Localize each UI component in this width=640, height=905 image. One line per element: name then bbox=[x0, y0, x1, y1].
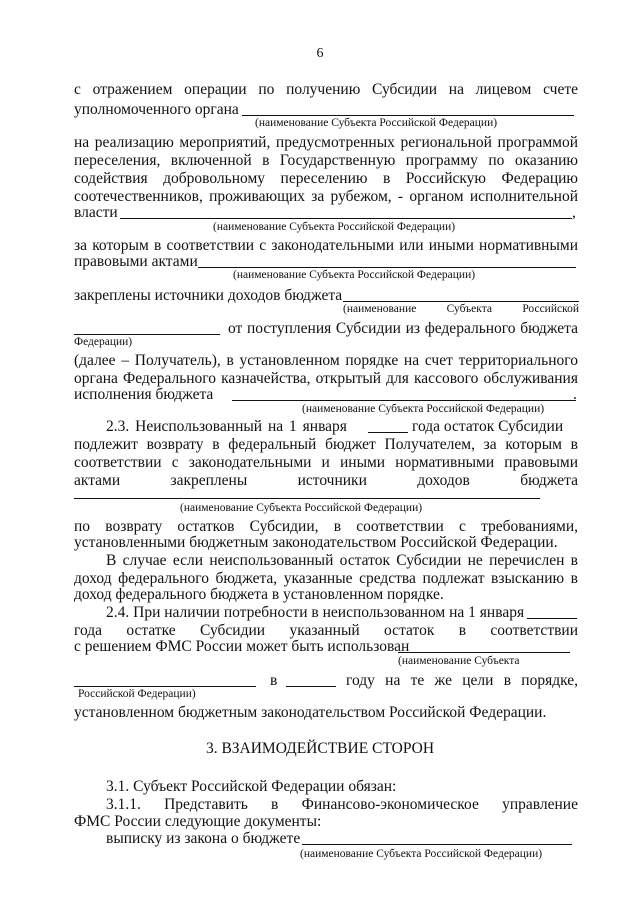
fill-in-blank bbox=[232, 400, 576, 401]
blank-caption: Федерации) bbox=[74, 336, 133, 348]
text-line: актами закреплены источники доходов бюджета bbox=[74, 472, 578, 489]
fill-in-blank bbox=[198, 267, 576, 268]
fill-in-blank bbox=[286, 686, 336, 687]
text-line: (далее – Получатель), в установленном порядке на счет территориального bbox=[74, 352, 578, 369]
text-line: за которым в соответствии с законодательными или иными нормативными bbox=[74, 237, 578, 254]
text-line: года остаток Субсидии bbox=[412, 418, 564, 435]
text-line: 2.3. Неиспользованный на 1 января bbox=[106, 418, 347, 435]
fill-in-blank bbox=[74, 334, 220, 335]
fill-in-blank bbox=[398, 652, 570, 653]
blank-caption: (наименование Субъекта bbox=[398, 655, 520, 667]
blank-caption: (наименование Субъекта Российской Федерации) bbox=[180, 502, 423, 514]
fill-in-blank bbox=[343, 301, 579, 302]
blank-caption: (наименование Субъекта Российской Федерации) bbox=[255, 117, 498, 129]
text-line: соотечественников, проживающих за рубежом, - органом исполнительной bbox=[74, 188, 578, 205]
text-line: 2.4. При наличии потребности в неиспользованном на 1 января bbox=[106, 604, 525, 621]
blank-caption: (наименование Субъекта Российской Федерации) bbox=[233, 269, 476, 281]
text-line: . bbox=[573, 386, 577, 403]
blank-caption: (наименование Субъекта Российской Федерации) bbox=[300, 848, 543, 860]
text-line: власти bbox=[74, 204, 118, 221]
blank-caption: (наименование Субъекта Российской Федерации) bbox=[302, 403, 545, 415]
text-line: установленными бюджетным законодательством Российской Федерации. bbox=[74, 534, 558, 551]
text-line: с решением ФМС России может быть использован bbox=[74, 638, 410, 655]
text-line: содействия добровольному переселению в Российскую Федерацию bbox=[74, 170, 578, 187]
text-line: доход федерального бюджета в установленном порядке. bbox=[74, 586, 444, 603]
fill-in-blank bbox=[527, 618, 577, 619]
text-line: установленном бюджетным законодательством Российской Федерации. bbox=[74, 704, 547, 721]
text-line: году на те же цели в порядке, bbox=[346, 672, 578, 689]
text-line: В случае если неиспользованный остаток Субсидии не перечислен в bbox=[106, 552, 578, 569]
section-heading: 3. ВЗАИМОДЕЙСТВИЕ СТОРОН bbox=[205, 740, 435, 757]
blank-caption: (наименование Субъекта Российской Федерации) bbox=[213, 221, 456, 233]
text-line: уполномоченного органа bbox=[74, 101, 239, 118]
fill-in-blank bbox=[74, 498, 540, 499]
text-line: органа Федерального казначейства, открытый для кассового обслуживания bbox=[74, 370, 578, 387]
text-line: правовыми актами bbox=[74, 253, 198, 270]
text-line: исполнения бюджета bbox=[74, 386, 214, 403]
text-line: на реализацию мероприятий, предусмотренных региональной программой bbox=[74, 134, 578, 151]
text-line: выписку из закона о бюджете bbox=[106, 830, 301, 847]
text-line: от поступления Субсидии из федерального бюджета bbox=[228, 320, 578, 337]
blank-caption: (наименование Субъекта Российской bbox=[343, 303, 579, 315]
text-line: переселения, включенной в Государственную программу по оказанию bbox=[74, 152, 578, 169]
blank-caption: Российской Федерации) bbox=[78, 688, 196, 700]
fill-in-blank bbox=[302, 844, 572, 845]
text-line: ФМС России следующие документы: bbox=[74, 813, 322, 830]
text-line: года остатке Субсидии указанный остаток в соответствии bbox=[74, 622, 578, 639]
text-line: 3.1.1. Представить в Финансово-экономическое управление bbox=[106, 796, 578, 813]
text-line: , bbox=[572, 204, 576, 221]
fill-in-blank bbox=[242, 115, 574, 116]
text-line: 3.1. Субъект Российской Федерации обязан: bbox=[106, 778, 397, 795]
fill-in-blank bbox=[74, 686, 256, 687]
text-line: закреплены источники доходов бюджета bbox=[74, 287, 343, 304]
text-line: подлежит возврату в федеральный бюджет Получателем, за которым в bbox=[74, 436, 578, 453]
fill-in-blank bbox=[120, 218, 572, 219]
text-line: с отражением операции по получению Субсидии на лицевом счете bbox=[74, 81, 578, 98]
text-line: доход федерального бюджета, указанные средства подлежат взысканию в bbox=[74, 570, 578, 587]
fill-in-blank bbox=[368, 432, 408, 433]
text-line: по возврату остатков Субсидии, в соответствии с требованиями, bbox=[74, 518, 578, 535]
text-line: в bbox=[270, 672, 278, 689]
page-number: 6 bbox=[316, 46, 324, 61]
text-line: соответствии с законодательными и иными нормативными правовыми bbox=[74, 454, 578, 471]
